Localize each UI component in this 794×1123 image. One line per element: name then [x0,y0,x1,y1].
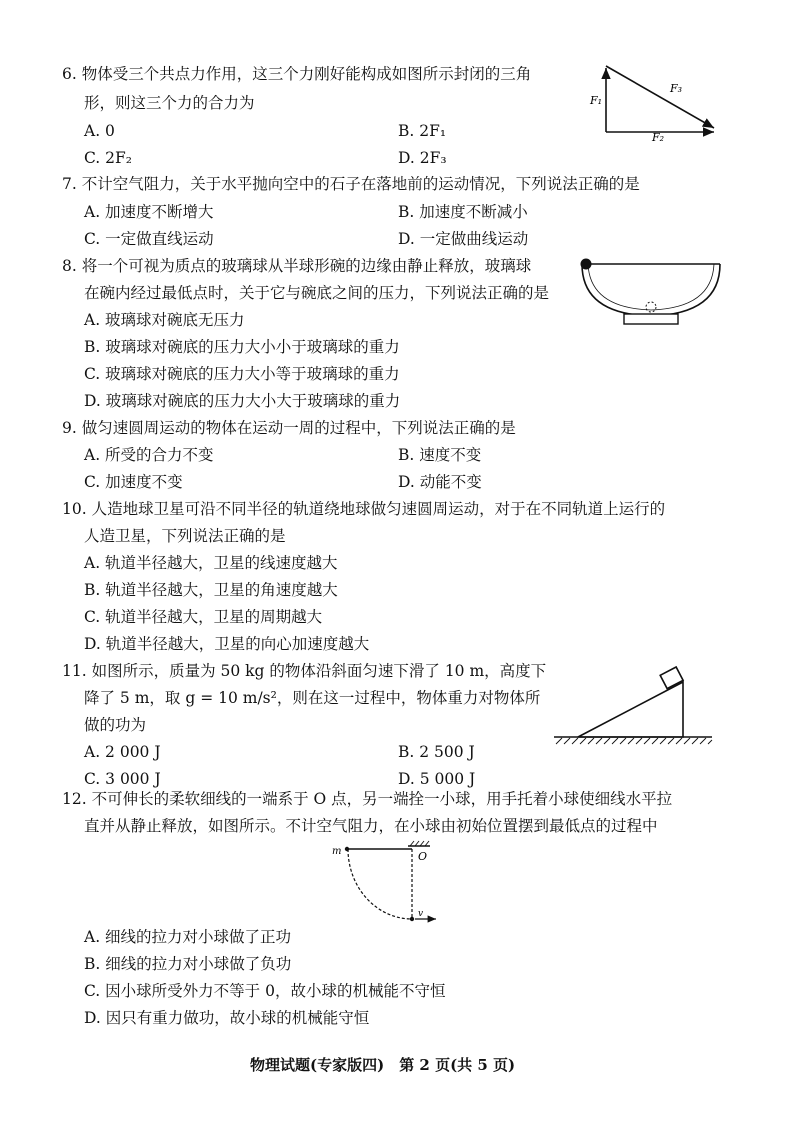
q11-option-b: B. 2 500 J [398,743,475,761]
q11-stem-line2: 降了 5 m，取 g = 10 m/s²，则在这一过程中，物体重力对物体所 [84,689,541,707]
q6-option-a: A. 0 [84,122,115,140]
q8-option-c: C. 玻璃球对碗底的压力大小等于玻璃球的重力 [84,365,400,383]
q9-option-a: A. 所受的合力不变 [84,446,214,464]
q11-stem-line3: 做的功为 [84,716,147,734]
q6-option-d: D. 2F₃ [398,149,447,167]
page-footer: 物理试题(专家版四) 第 2 页(共 5 页) [250,1056,516,1074]
q12-option-d: D. 因只有重力做功，故小球的机械能守恒 [84,1009,370,1027]
q11-incline-figure [548,658,718,748]
sliding-block [660,667,683,689]
q12-option-a: A. 细线的拉力对小球做了正功 [84,928,292,946]
q10-option-a: A. 轨道半径越大，卫星的线速度越大 [84,554,338,572]
q10-option-d: D. 轨道半径越大，卫星的向心加速度越大 [84,635,370,653]
q6-option-b: B. 2F₁ [398,122,447,140]
q10-stem-line1: 10. 人造地球卫星可沿不同半径的轨道绕地球做匀速圆周运动，对于在不同轨道上运行的 [62,500,666,518]
q12-option-b: B. 细线的拉力对小球做了负功 [84,955,292,973]
q8-stem-line1: 8. 将一个可视为质点的玻璃球从半球形碗的边缘由静止释放，玻璃球 [62,257,532,275]
label-m: m [332,846,342,857]
q7-stem: 7. 不计空气阻力，关于水平抛向空中的石子在落地前的运动情况，下列说法正确的是 [62,175,640,193]
f1-label: F₁ [590,94,603,107]
q6-option-c: C. 2F₂ [84,149,132,167]
glass-ball-bottom [646,302,656,312]
q12-stem-line2: 直并从静止释放，如图所示。不计空气阻力，在小球由初始位置摆到最低点的过程中 [84,817,658,835]
q12-pendulum-figure [332,838,444,928]
label-o: O [418,850,428,863]
q9-option-c: C. 加速度不变 [84,473,183,491]
q7-option-c: C. 一定做直线运动 [84,230,214,248]
q6-stem-line2: 形，则这三个力的合力为 [84,94,255,112]
q7-option-a: A. 加速度不断增大 [84,203,214,221]
q11-option-a: A. 2 000 J [84,743,161,761]
q10-option-c: C. 轨道半径越大，卫星的周期越大 [84,608,323,626]
q10-option-b: B. 轨道半径越大，卫星的角速度越大 [84,581,338,599]
f3-label: F₃ [670,82,683,95]
q8-option-d: D. 玻璃球对碗底的压力大小大于玻璃球的重力 [84,392,401,410]
f2-label: F₂ [652,131,665,142]
q10-stem-line2: 人造卫星，下列说法正确的是 [84,527,286,545]
q8-stem-line2: 在碗内经过最低点时，关于它与碗底之间的压力，下列说法正确的是 [84,284,550,302]
bowl-inner [588,264,714,310]
incline [578,682,683,737]
glass-ball-start [581,259,592,270]
q6-stem-line1: 6. 物体受三个共点力作用，这三个力刚好能构成如图所示封闭的三角 [62,65,532,83]
bowl-base [624,314,678,324]
q9-option-d: D. 动能不变 [398,473,482,491]
q8-bowl-figure [576,252,726,334]
q11-stem-line1: 11. 如图所示，质量为 50 kg 的物体沿斜面匀速下滑了 10 m，高度下 [62,662,547,680]
ground-hatch [556,738,712,744]
f3-arrow [606,66,714,128]
q9-stem: 9. 做匀速圆周运动的物体在运动一周的过程中，下列说法正确的是 [62,419,516,437]
q7-option-d: D. 一定做曲线运动 [398,230,529,248]
bowl-outer [582,264,720,316]
q9-option-b: B. 速度不变 [398,446,482,464]
q12-option-c: C. 因小球所受外力不等于 0，故小球的机械能不守恒 [84,982,446,1000]
ball-bottom [410,917,414,921]
q8-option-a: A. 玻璃球对碗底无压力 [84,311,245,329]
q8-option-b: B. 玻璃球对碗底的压力大小小于玻璃球的重力 [84,338,400,356]
q11-option-c: C. 3 000 J [84,770,161,788]
q7-option-b: B. 加速度不断减小 [398,203,528,221]
q6-force-triangle-figure [586,62,726,142]
q12-stem-line1: 12. 不可伸长的柔软细线的一端系于 O 点，另一端拴一小球，用手托着小球使细线水平拉 [62,790,673,808]
label-v: v [418,909,424,919]
swing-path-dashed [348,849,412,919]
q11-option-d: D. 5 000 J [398,770,476,788]
